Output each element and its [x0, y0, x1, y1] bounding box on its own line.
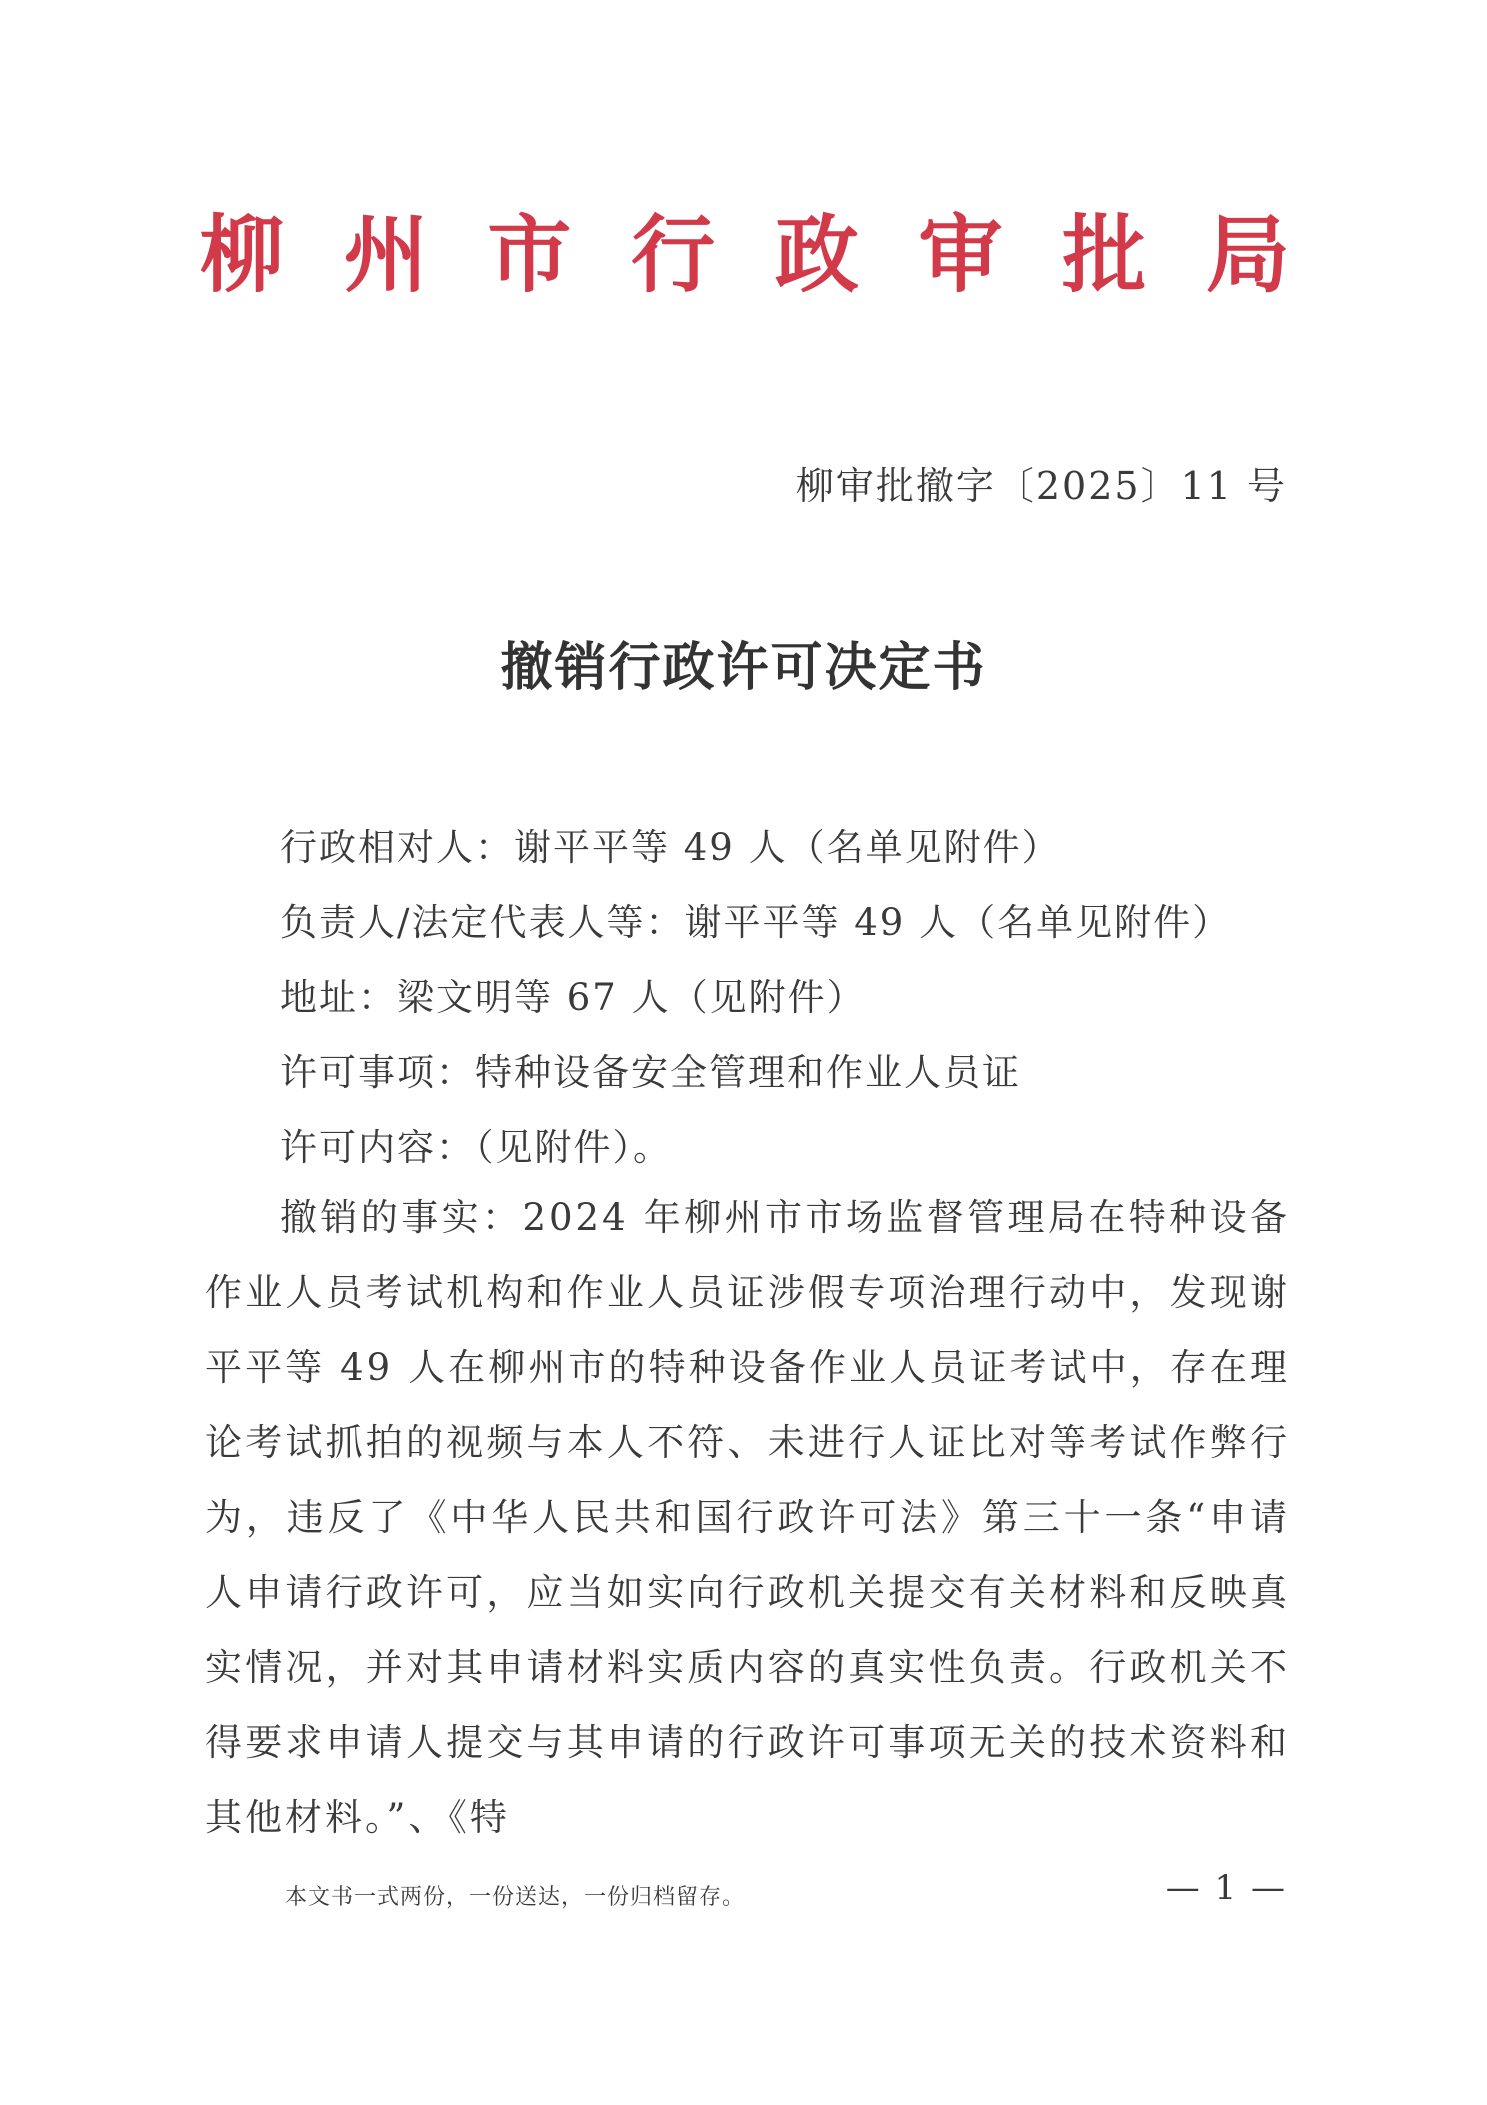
- org-char: 政: [774, 205, 859, 304]
- org-char: 行: [631, 205, 716, 304]
- org-char: 州: [343, 205, 428, 304]
- info-line-address: 地址：梁文明等 67 人（见附件）: [280, 976, 866, 1019]
- info-block: [280, 810, 1290, 1185]
- body-paragraph: 撤销的事实：2024 年柳州市市场监督管理局在特种设备作业人员考试机构和作业人员证涉假专项治理行动中，发现谢平平等 49 人在柳州市的特种设备作业人员证考试中，存在理论考试抓拍的视频与本人不符、未进行人证比对等考试作弊行为，违反了《中华人民共和国行政许可法》第三十一条“申请人申请行政许可，应当如实向行政机关提交有关材料和反映真实情况，并对其申请材料实质内容的真实性负责。行政机关不得要求申请人提交与其申请的行政许可事项无关的技术资料和其他材料。”、《特: [205, 1196, 1290, 1839]
- info-line-permit-item: 许可事项：特种设备安全管理和作业人员证: [280, 1051, 1021, 1094]
- document-title: 撤销行政许可决定书: [500, 637, 987, 698]
- info-line-representative: 负责人/法定代表人等：谢平平等 49 人（名单见附件）: [280, 901, 1232, 944]
- footer-note: 本文书一式两份，一份送达，一份归档留存。: [285, 1885, 746, 1910]
- org-char: 市: [487, 205, 572, 304]
- org-char: 批: [1062, 205, 1147, 304]
- org-char: 审: [918, 205, 1003, 304]
- organization-header: [200, 200, 1290, 310]
- page-number: — 1 —: [1165, 1868, 1287, 1908]
- org-char: 柳: [200, 205, 285, 304]
- document-number: 柳审批撤字〔2025〕11 号: [795, 464, 1287, 508]
- org-char: 局: [1205, 205, 1290, 304]
- info-line-permit-content: 许可内容：（见附件）。: [280, 1126, 672, 1169]
- info-line-counterpart: 行政相对人：谢平平等 49 人（名单见附件）: [280, 826, 1061, 869]
